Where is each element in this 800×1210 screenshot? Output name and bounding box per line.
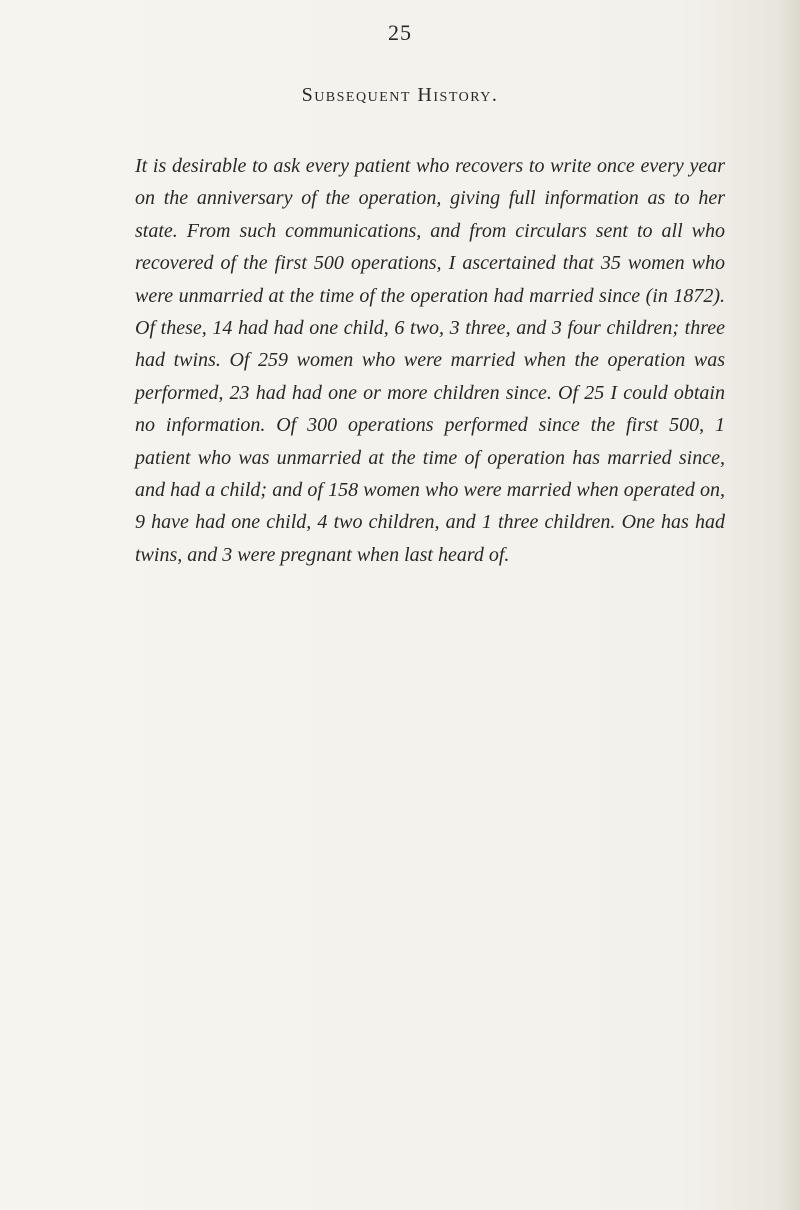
section-title: Subsequent History.	[301, 84, 499, 106]
body-paragraph: It is desirable to ask every patient who recovers to write once every year on the anniversary of the operation, giving full information as to her state. From such communications, and from circulars sent to all who recovered of the first 500 operations, I ascertained that 35 women who were unmarried at the time of the operation had married since (in 1872). Of these, 14 had had one child, 6 two, 3 three, and 3 four children; three had twins. Of 259 women who were married when the operation was performed, 23 had had one or more children since. Of 25 I could obtain no information. Of 300 operations performed since the first 500, 1 patient who was unmarried at the time of operation has married since, and had a child; and of 158 women who were married when operated on, 9 have had one child, 4 two children, and 1 three children. One has had twins, and 3 were pregnant when last heard of.	[135, 155, 725, 566]
page-number: 25	[388, 20, 412, 45]
